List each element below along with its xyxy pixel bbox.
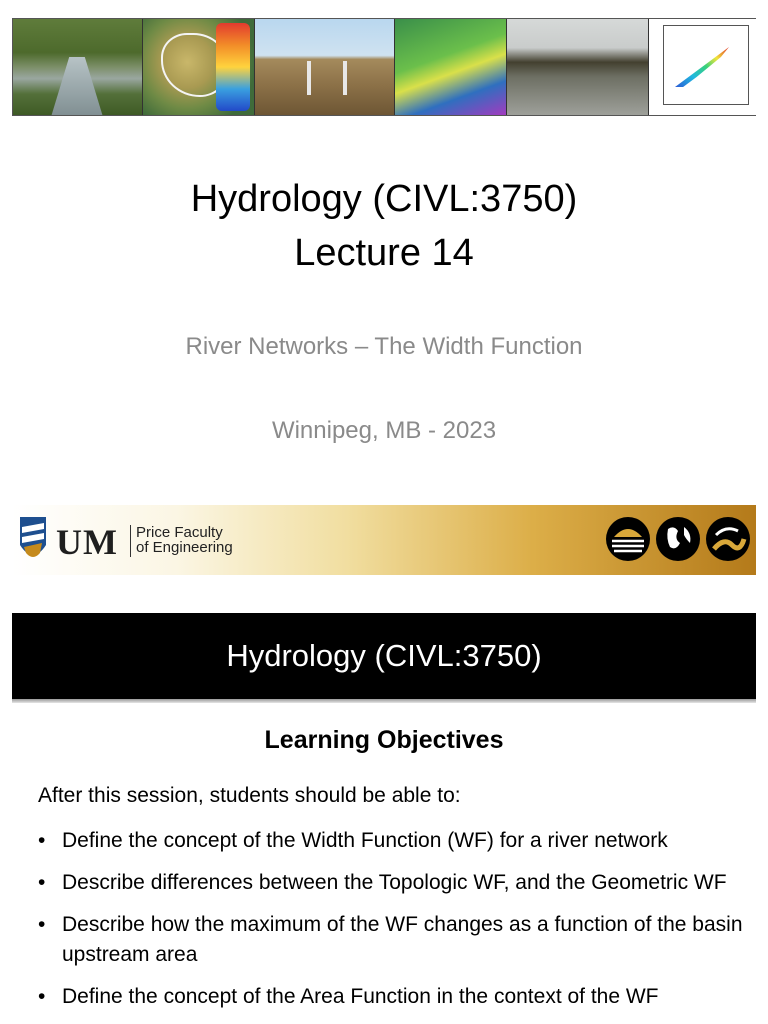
objectives-title: Learning Objectives (264, 726, 504, 754)
list-item: • Define the concept of the Width Function (WF) for a river network (38, 829, 668, 852)
slide-subtitle: River Networks – The Width Function (185, 333, 583, 360)
grassland-instrument-icon (255, 19, 395, 115)
river-winter-icon (507, 19, 649, 115)
logo-divider (130, 525, 131, 557)
objectives-intro: After this session, students should be able to: (38, 784, 461, 807)
photo-strip (12, 18, 756, 116)
globe-icon (656, 517, 700, 561)
scatter-plot-icon (649, 19, 757, 115)
title-line-2: Lecture 14 (294, 232, 474, 274)
university-banner (12, 505, 756, 575)
header-shadow (12, 699, 756, 703)
um-shield-logo (16, 513, 50, 567)
list-item: • Define the concept of the Area Function in the context of the WF (38, 985, 659, 1008)
list-item: • Describe differences between the Topologic WF, and the Geometric WF (38, 871, 727, 894)
faculty-name (136, 525, 233, 555)
faculty-line-2: of Engineering (136, 539, 233, 556)
objective-text: Define the concept of the Width Function (WF) for a river network (62, 829, 668, 852)
terrain-model-icon (395, 19, 507, 115)
objectives-list (38, 826, 748, 1024)
slide2-header: Hydrology (CIVL:3750) (12, 613, 756, 699)
river-photo-icon (13, 19, 143, 115)
basin-map-icon (143, 19, 255, 115)
location-date: Winnipeg, MB - 2023 (271, 417, 497, 444)
title-line-1: Hydrology (CIVL:3750) (190, 178, 578, 220)
um-logo-text: UM (56, 522, 118, 562)
objective-text: Define the concept of the Area Function in the context of the WF (62, 985, 659, 1008)
slide-title (0, 172, 768, 280)
river-bend-icon (706, 517, 750, 561)
objective-text: Describe differences between the Topologic WF, and the Geometric WF (62, 871, 727, 894)
water-drop-icon (606, 517, 650, 561)
objective-text: Describe how the maximum of the WF changes as a function of the basin upstream area (62, 913, 743, 966)
list-item: • Describe how the maximum of the WF changes as a function of the basin upstream area (38, 913, 743, 966)
faculty-line-1: Price Faculty (136, 524, 223, 541)
